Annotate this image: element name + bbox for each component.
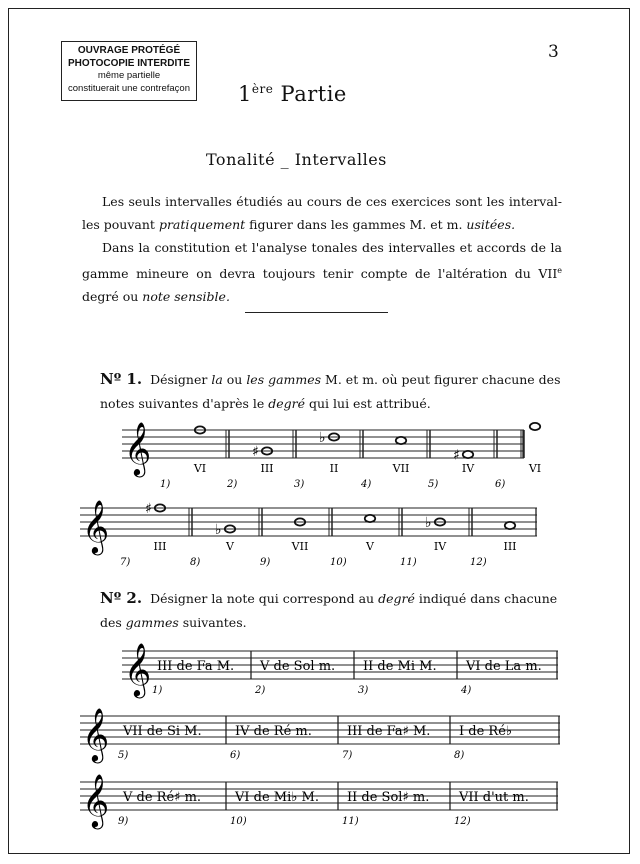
page-number: 3: [548, 42, 559, 62]
text-run: usitées.: [466, 217, 516, 232]
exercise-1-prompt: [100, 372, 561, 411]
copyright-stamp: [61, 41, 197, 101]
sharp-icon: ♯: [453, 447, 460, 464]
flat-icon: ♭: [425, 515, 432, 531]
exercise-2-number: Nº 2.: [100, 589, 143, 607]
exercise-number-label: 6): [495, 479, 506, 490]
whole-note: [365, 515, 375, 522]
exercise-2-staff-1: [122, 642, 558, 707]
text-run: Dans la constitution et l'analyse tonales des intervalles et accords de la gamme mineure on devra toujours tenir compte de l'altération du VII: [82, 240, 562, 282]
exercise-number-label: 10): [230, 816, 247, 827]
degree-label: IV: [461, 462, 475, 475]
exercise-1-staff-1: [122, 420, 542, 490]
text-run: Désigner la note qui correspond au: [150, 591, 379, 606]
degree-label: VI: [528, 462, 542, 475]
text-run: ou: [222, 372, 247, 387]
part-ordinal-suffix: ère: [251, 82, 274, 96]
intro-paragraph-1: [82, 190, 562, 236]
exercise-number-label: 6): [230, 750, 241, 761]
exercise-number-label: 7): [342, 750, 353, 761]
text-run: M. et m. où peut figurer chacune des notes suivantes d'après le: [100, 372, 561, 411]
treble-clef-icon: 𝄞: [124, 642, 152, 696]
degree-scale-label: III de Fa M.: [157, 659, 235, 674]
degree-label: III: [153, 540, 167, 553]
text-run: les gammes: [246, 372, 322, 387]
exercise-number-label: 2): [255, 685, 266, 696]
exercise-number-label: 12): [454, 816, 471, 827]
degree-label: III: [260, 462, 274, 475]
exercise-number-label: 4): [461, 685, 472, 696]
exercise-number-label: 11): [400, 557, 417, 568]
degree-label: VI: [193, 462, 207, 475]
exercise-2-staff-2: [80, 707, 560, 772]
section-title: Tonalité _ Intervalles: [206, 150, 387, 169]
whole-note: [396, 437, 406, 444]
exercise-number-label: 5): [118, 750, 129, 761]
degree-label: V: [226, 540, 234, 553]
degree-scale-label: VI de La m.: [466, 659, 542, 674]
text-run: Désigner: [150, 372, 212, 387]
intro-paragraph-2: [82, 236, 562, 308]
treble-clef-icon: 𝄞: [82, 707, 110, 761]
flat-icon: ♭: [319, 430, 326, 446]
exercise-1-heading: [100, 367, 570, 416]
stamp-line-3: même partielle: [97, 70, 161, 81]
degree-label: II: [329, 462, 339, 475]
exercise-number-label: 7): [120, 557, 131, 568]
sharp-icon: ♯: [252, 444, 259, 460]
part-word: Partie: [280, 82, 347, 106]
exercise-number-label: 1): [152, 685, 163, 696]
text-run: degré ou: [82, 289, 143, 305]
text-run: e: [557, 266, 562, 275]
text-run: qui lui est attribué.: [305, 396, 431, 411]
exercise-number-label: 12): [470, 557, 487, 568]
stamp-line-1: OUVRAGE PROTÉGÉ: [77, 45, 181, 56]
treble-clef-icon: 𝄞: [124, 421, 152, 475]
text-run: la: [211, 372, 223, 387]
exercise-number-label: 5): [428, 479, 439, 490]
text-run: pratiquement: [158, 217, 246, 232]
degree-label: IV: [433, 540, 447, 553]
degree-scale-label: V de Sol m.: [260, 659, 336, 674]
text-run: degré: [268, 396, 306, 411]
exercise-number-label: 1): [160, 479, 171, 490]
whole-note: [505, 522, 515, 529]
exercise-number-label: 8): [190, 557, 201, 568]
treble-clef-icon: 𝄞: [82, 499, 110, 553]
exercise-number-label: 8): [454, 750, 465, 761]
exercise-number-label: 3): [358, 685, 369, 696]
exercise-number-label: 3): [294, 479, 305, 490]
exercise-number-label: 11): [342, 816, 359, 827]
exercise-2-staff-3: [80, 773, 558, 838]
text-run: note sensible.: [142, 289, 230, 305]
degree-label: V: [366, 540, 374, 553]
exercise-1-staff-2: [80, 498, 537, 568]
text-run: suivantes.: [178, 615, 247, 630]
degree-scale-label: VII de Si M.: [123, 724, 202, 739]
text-run: Les seuls intervalles étudiés au cours de ces exercices sont les interval-les pouvant: [82, 194, 562, 232]
flat-icon: ♭: [215, 522, 222, 538]
treble-clef-icon: 𝄞: [82, 773, 110, 827]
whole-note: [463, 451, 473, 458]
stamp-line-4: constituerait une contrefaçon: [68, 82, 190, 94]
text-run: gammes: [125, 615, 179, 630]
stamp-line-2: PHOTOCOPIE INTERDITE: [67, 57, 191, 69]
degree-scale-label: VII d'ut m.: [459, 790, 529, 805]
degree-scale-label: V de Ré♯ m.: [123, 790, 202, 805]
exercise-number-label: 10): [330, 557, 347, 568]
exercise-number-label: 9): [118, 816, 129, 827]
sharp-icon: ♯: [145, 501, 152, 517]
degree-scale-label: I de Ré♭: [459, 724, 513, 739]
degree-scale-label: VI de Mi♭ M.: [235, 790, 319, 805]
exercise-2-heading: [100, 586, 570, 635]
degree-scale-label: IV de Ré m.: [235, 724, 312, 739]
degree-label: VII: [392, 462, 410, 475]
exercise-1-number: Nº 1.: [100, 370, 143, 388]
degree-scale-label: III de Fa♯ M.: [347, 724, 431, 739]
text-run: figurer dans les gammes M. et m.: [245, 217, 467, 232]
degree-label: III: [503, 540, 517, 553]
degree-scale-label: II de Sol♯ m.: [347, 790, 430, 805]
part-ordinal: 1: [238, 82, 252, 106]
degree-label: VII: [291, 540, 309, 553]
section-divider: [245, 312, 388, 313]
part-title: [238, 82, 347, 106]
text-run: degré: [378, 591, 415, 606]
exercise-2-prompt: [100, 591, 557, 630]
degree-scale-label: II de Mi M.: [363, 659, 437, 674]
exercise-number-label: 4): [361, 479, 372, 490]
exercise-number-label: 9): [260, 557, 271, 568]
text-run: indiqué dans chacune des: [100, 591, 558, 630]
exercise-number-label: 2): [227, 479, 238, 490]
